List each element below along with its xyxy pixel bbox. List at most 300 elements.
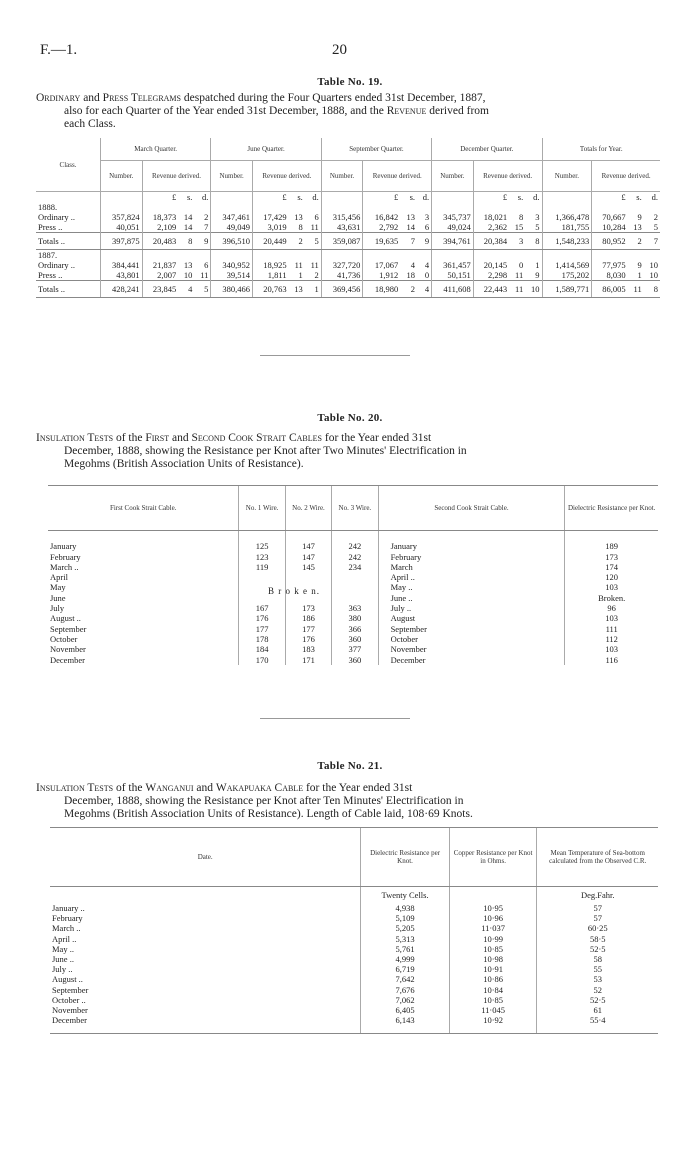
- copper-cell: 10·85: [449, 995, 537, 1005]
- spacer-cell: [449, 1025, 537, 1034]
- data-cell: [592, 250, 628, 261]
- data-cell: 11: [200, 270, 209, 280]
- unit-cell: d.: [422, 192, 430, 202]
- data-cell: 17,429: [252, 212, 288, 222]
- resistance-cell: 120: [565, 572, 658, 582]
- data-cell: [525, 250, 542, 261]
- column-header: Mean Temperature of Sea-bottom calculated from the Observed C.R.: [537, 828, 658, 887]
- data-cell: 20,483: [142, 233, 178, 250]
- data-cell: 0: [518, 260, 524, 270]
- data-cell: 20,763: [252, 281, 288, 298]
- wire-cell: 184: [239, 644, 285, 654]
- class-header: Class.: [36, 138, 101, 192]
- month-cell: June ..: [378, 593, 565, 603]
- number-header: Number.: [101, 161, 143, 192]
- subhead-cell: Twenty Cells.: [361, 887, 449, 904]
- row-label: Ordinary ..: [38, 260, 76, 270]
- column-header: Copper Resistance per Knot in Ohms.: [449, 828, 537, 887]
- data-cell: [101, 250, 143, 261]
- data-cell: 380,466: [211, 281, 253, 298]
- data-cell: 39,514: [211, 270, 253, 281]
- data-cell: 7: [400, 233, 417, 250]
- data-cell: 41,736: [321, 270, 363, 281]
- data-cell: 2,362: [473, 222, 509, 233]
- data-cell: 5: [653, 222, 658, 232]
- wire-cell: [332, 572, 378, 582]
- data-cell: 10: [183, 270, 193, 280]
- wire-cell: 171: [285, 655, 331, 665]
- wire-cell: 125: [239, 541, 285, 551]
- unit-cell: £: [252, 192, 288, 203]
- month-cell: August: [378, 613, 565, 623]
- spacer-cell: [285, 531, 331, 542]
- data-cell: 6: [314, 212, 319, 222]
- temperature-cell: 55: [537, 964, 658, 974]
- copper-cell: 10·84: [449, 985, 537, 995]
- separator: [260, 718, 410, 719]
- wire-cell: 242: [332, 552, 378, 562]
- data-cell: 315,456: [321, 212, 363, 222]
- wire-cell: 178: [239, 634, 285, 644]
- data-cell: 396,510: [211, 233, 253, 250]
- wire-cell: 173: [285, 603, 331, 613]
- data-cell: 11: [515, 270, 524, 280]
- temperature-cell: 61: [537, 1005, 658, 1015]
- column-header: First Cook Strait Cable.: [48, 486, 239, 531]
- wire-cell: 242: [332, 541, 378, 551]
- data-cell: 8: [518, 212, 524, 222]
- data-cell: 8,030: [592, 270, 628, 281]
- wire-cell: 123: [239, 552, 285, 562]
- data-cell: [252, 250, 288, 261]
- data-cell: 2: [400, 281, 417, 298]
- month-cell: August ..: [50, 613, 81, 624]
- row-label: Totals ..: [36, 233, 101, 250]
- data-cell: [592, 202, 628, 212]
- copper-cell: 11·045: [449, 1005, 537, 1015]
- wire-cell: 234: [332, 562, 378, 572]
- revenue-header: Revenue derived.: [473, 161, 542, 192]
- resistance-cell: 112: [565, 634, 658, 644]
- month-cell: March: [378, 562, 565, 572]
- copper-cell: 10·96: [449, 913, 537, 923]
- unit-cell: s.: [297, 192, 303, 202]
- data-cell: 1: [298, 270, 303, 280]
- data-cell: 9: [535, 270, 540, 280]
- column-header: Date.: [50, 828, 361, 887]
- month-cell: February: [52, 913, 83, 924]
- data-cell: 50,151: [432, 270, 474, 281]
- separator: [260, 355, 410, 356]
- month-cell: September: [50, 623, 87, 634]
- month-cell: May: [50, 582, 66, 593]
- wire-cell: 360: [332, 634, 378, 644]
- data-cell: 18,373: [142, 212, 178, 222]
- data-cell: 2: [204, 212, 209, 222]
- table20-caption: Insulation Tests of the First and Second Cook Strait Cables for the Year ended 31st December, 1888, showing the Resistance per Knot after Two Minutes' Electrification in Megohms (British Association Units of Resistance).: [36, 432, 467, 470]
- data-cell: 13: [183, 260, 193, 270]
- data-cell: 347,461: [211, 212, 253, 222]
- quarter-header: December Quarter.: [432, 138, 542, 161]
- data-cell: 40,051: [101, 222, 143, 233]
- number-header: Number.: [211, 161, 253, 192]
- data-cell: 357,824: [101, 212, 143, 222]
- data-cell: 14: [183, 212, 193, 222]
- resistance-cell: 174: [565, 562, 658, 572]
- data-cell: 384,441: [101, 260, 143, 270]
- data-cell: [400, 202, 417, 212]
- resistance-cell: 173: [565, 552, 658, 562]
- column-header: No. 1 Wire.: [239, 486, 285, 531]
- month-cell: January: [378, 541, 565, 551]
- resistance-cell: 103: [565, 613, 658, 623]
- data-cell: 1: [535, 260, 540, 270]
- quarter-header: March Quarter.: [101, 138, 211, 161]
- data-cell: [305, 250, 321, 261]
- data-cell: [194, 250, 210, 261]
- revenue-header: Revenue derived.: [142, 161, 211, 192]
- spacer-cell: [378, 531, 565, 542]
- data-cell: 2: [653, 212, 658, 222]
- unit-cell: s.: [186, 192, 193, 202]
- data-cell: 411,608: [432, 281, 474, 298]
- month-cell: May ..: [378, 582, 565, 592]
- data-cell: 11: [310, 260, 319, 270]
- data-cell: 19,635: [363, 233, 400, 250]
- data-cell: [305, 202, 321, 212]
- wire-cell: 177: [285, 624, 331, 634]
- month-cell: February: [50, 551, 81, 562]
- row-label: Press ..: [38, 270, 63, 280]
- table19: [36, 138, 660, 298]
- data-cell: 22,443: [473, 281, 509, 298]
- table20: [48, 485, 658, 665]
- data-cell: 16,842: [363, 212, 400, 222]
- month-cell: November: [50, 644, 86, 655]
- data-cell: [194, 202, 210, 212]
- data-cell: 11: [628, 281, 644, 298]
- revenue-header: Revenue derived.: [363, 161, 432, 192]
- unit-cell: [211, 192, 253, 203]
- data-cell: [525, 202, 542, 212]
- column-header: Dielectric Resistance per Knot.: [565, 486, 658, 531]
- revenue-header: Revenue derived.: [592, 161, 660, 192]
- resistance-cell: 4,938: [361, 903, 449, 913]
- unit-cell: £: [363, 192, 400, 203]
- wire-cell: [332, 582, 378, 592]
- temperature-cell: 60·25: [537, 923, 658, 933]
- data-cell: 3: [535, 212, 540, 222]
- data-cell: [363, 250, 400, 261]
- temperature-cell: 58·5: [537, 934, 658, 944]
- data-cell: 1,811: [252, 270, 288, 281]
- data-cell: [644, 250, 660, 261]
- data-cell: [289, 202, 305, 212]
- wire-cell: 183: [285, 644, 331, 654]
- data-cell: 77,975: [592, 260, 628, 270]
- spacer-cell: [48, 531, 239, 542]
- unit-cell: s.: [636, 192, 642, 202]
- data-cell: 23,845: [142, 281, 178, 298]
- unit-cell: £: [592, 192, 628, 203]
- temperature-cell: 57: [537, 903, 658, 913]
- data-cell: 181,755: [542, 222, 592, 233]
- temperature-cell: 53: [537, 974, 658, 984]
- data-cell: [473, 250, 509, 261]
- unit-cell: [432, 192, 474, 203]
- data-cell: 70,667: [592, 212, 628, 222]
- wire-cell: 176: [285, 634, 331, 644]
- data-cell: 3,019: [252, 222, 288, 233]
- copper-cell: 10·95: [449, 903, 537, 913]
- resistance-cell: 6,719: [361, 964, 449, 974]
- data-cell: 20,145: [473, 260, 509, 270]
- data-cell: 7: [204, 222, 209, 232]
- resistance-cell: 103: [565, 644, 658, 654]
- data-cell: 13: [633, 222, 642, 232]
- quarter-header: Totals for Year.: [542, 138, 660, 161]
- unit-cell: [542, 192, 592, 203]
- wire-cell: 147: [285, 541, 331, 551]
- unit-cell: d.: [312, 192, 319, 202]
- month-cell: December: [52, 1015, 87, 1026]
- data-cell: [417, 250, 432, 261]
- data-cell: 1,589,771: [542, 281, 592, 298]
- resistance-cell: 96: [565, 603, 658, 613]
- data-cell: 8: [644, 281, 660, 298]
- temperature-cell: 52·5: [537, 995, 658, 1005]
- data-cell: 428,241: [101, 281, 143, 298]
- spacer-cell: [36, 192, 101, 203]
- data-cell: 5: [194, 281, 210, 298]
- wire-cell: 377: [332, 644, 378, 654]
- resistance-cell: 4,999: [361, 954, 449, 964]
- resistance-cell: 6,405: [361, 1005, 449, 1015]
- month-cell: February: [378, 552, 565, 562]
- row-label: Press ..: [38, 222, 63, 232]
- data-cell: 13: [294, 212, 303, 222]
- month-cell: September: [378, 624, 565, 634]
- data-cell: 10: [525, 281, 542, 298]
- data-cell: 175,202: [542, 270, 592, 281]
- month-cell: August ..: [52, 974, 83, 985]
- spacer-cell: [50, 887, 361, 904]
- data-cell: 18,980: [363, 281, 400, 298]
- data-cell: 4: [424, 260, 430, 270]
- temperature-cell: 55·4: [537, 1015, 658, 1025]
- wire-cell: [285, 572, 331, 582]
- data-cell: 4: [410, 260, 416, 270]
- column-header: Dielectric Resistance per Knot.: [361, 828, 449, 887]
- data-cell: 17,067: [363, 260, 400, 270]
- data-cell: [628, 202, 644, 212]
- spacer-cell: [50, 1025, 361, 1034]
- quarter-header: June Quarter.: [211, 138, 321, 161]
- wire-cell: 170: [239, 655, 285, 665]
- table21-caption: Insulation Tests of the Wanganui and Wakapuaka Cable for the Year ended 31st December, 1888, showing the Resistance per Knot after Ten Minutes' Electrification in Megohms (British Association Units of Resistance). Length of Cable laid, 108·69 Knots.: [36, 782, 473, 820]
- copper-cell: 10·85: [449, 944, 537, 954]
- spacer-cell: [565, 531, 658, 542]
- data-cell: 8: [525, 233, 542, 250]
- data-cell: 11: [509, 281, 525, 298]
- data-cell: [211, 250, 253, 261]
- data-cell: 2,298: [473, 270, 509, 281]
- data-cell: [400, 250, 417, 261]
- wire-cell: 360: [332, 655, 378, 665]
- data-cell: 369,456: [321, 281, 363, 298]
- data-cell: 21,837: [142, 260, 178, 270]
- data-cell: 1,414,569: [542, 260, 592, 270]
- unit-cell: s.: [409, 192, 416, 202]
- data-cell: 0: [424, 270, 430, 280]
- month-cell: March ..: [50, 561, 79, 572]
- data-cell: 11: [294, 260, 303, 270]
- month-cell: June ..: [52, 954, 74, 965]
- data-cell: 6: [424, 222, 430, 232]
- data-cell: 1: [637, 270, 642, 280]
- unit-cell: d.: [202, 192, 209, 202]
- resistance-cell: 6,143: [361, 1015, 449, 1025]
- wire-cell: 176: [239, 613, 285, 623]
- data-cell: [178, 202, 194, 212]
- data-cell: 359,087: [321, 233, 363, 250]
- month-cell: June: [50, 592, 66, 603]
- copper-cell: 10·86: [449, 974, 537, 984]
- month-cell: January ..: [52, 903, 85, 913]
- month-cell: July: [50, 603, 65, 614]
- month-cell: July ..: [378, 603, 565, 613]
- data-cell: 49,049: [211, 222, 253, 233]
- month-cell: January: [50, 541, 77, 552]
- resistance-cell: 5,313: [361, 934, 449, 944]
- copper-cell: 11·037: [449, 923, 537, 933]
- data-cell: 18: [406, 270, 416, 280]
- data-cell: [509, 202, 525, 212]
- data-cell: 2: [628, 233, 644, 250]
- data-cell: 13: [289, 281, 305, 298]
- table20-title: Table No. 20.: [317, 412, 383, 424]
- data-cell: 2: [289, 233, 305, 250]
- data-cell: [542, 250, 592, 261]
- row-label: 1888.: [38, 202, 58, 212]
- temperature-cell: 57: [537, 913, 658, 923]
- data-cell: 11: [310, 222, 319, 232]
- data-cell: 5: [535, 222, 540, 232]
- data-cell: [321, 250, 363, 261]
- data-cell: 2,007: [142, 270, 178, 281]
- wire-cell: 363: [332, 603, 378, 613]
- table19-caption: Ordinary and Press Telegrams despatched during the Four Quarters ended 31st December, 1887, also for each Quarter of the Year ended 31st December, 1888, and the Revenue derived from each Class.: [36, 92, 489, 130]
- data-cell: 20,384: [473, 233, 509, 250]
- temperature-cell: 58: [537, 954, 658, 964]
- unit-cell: [321, 192, 363, 203]
- data-cell: [321, 202, 363, 212]
- unit-cell: £: [473, 192, 509, 203]
- data-cell: 18,021: [473, 212, 509, 222]
- data-cell: 20,449: [252, 233, 288, 250]
- resistance-cell: 116: [565, 655, 658, 665]
- unit-cell: d.: [651, 192, 658, 202]
- copper-cell: 10·99: [449, 934, 537, 944]
- spacer-cell: [332, 531, 378, 542]
- copper-cell: 10·91: [449, 964, 537, 974]
- revenue-header: Revenue derived.: [252, 161, 321, 192]
- table21: [50, 827, 658, 1034]
- month-cell: December: [378, 655, 565, 665]
- column-header: No. 3 Wire.: [332, 486, 378, 531]
- month-cell: October: [50, 633, 78, 644]
- wire-cell: 366: [332, 624, 378, 634]
- month-cell: November: [52, 1005, 88, 1016]
- wire-cell: 177: [239, 624, 285, 634]
- resistance-cell: 103: [565, 582, 658, 592]
- quarter-header: September Quarter.: [321, 138, 431, 161]
- data-cell: [211, 202, 253, 212]
- resistance-cell: 5,205: [361, 923, 449, 933]
- data-cell: 18,925: [252, 260, 288, 270]
- data-cell: 43,801: [101, 270, 143, 281]
- month-cell: April ..: [378, 572, 565, 582]
- row-label: Ordinary ..: [38, 212, 76, 222]
- data-cell: 340,952: [211, 260, 253, 270]
- data-cell: [432, 202, 474, 212]
- month-cell: December: [50, 654, 85, 665]
- resistance-cell: 7,062: [361, 995, 449, 1005]
- data-cell: 10,284: [592, 222, 628, 233]
- data-cell: 9: [194, 233, 210, 250]
- data-cell: [178, 250, 194, 261]
- data-cell: 6: [204, 260, 209, 270]
- copper-cell: 10·98: [449, 954, 537, 964]
- data-cell: [101, 202, 143, 212]
- month-cell: October ..: [52, 994, 86, 1005]
- data-cell: [142, 202, 178, 212]
- data-cell: [289, 250, 305, 261]
- data-cell: 3: [509, 233, 525, 250]
- data-cell: 9: [417, 233, 432, 250]
- wire-cell: [239, 572, 285, 582]
- data-cell: 1,912: [363, 270, 400, 281]
- temperature-cell: 52: [537, 985, 658, 995]
- data-cell: 14: [406, 222, 416, 232]
- wire-cell: 119: [239, 562, 285, 572]
- unit-cell: s.: [517, 192, 524, 202]
- data-cell: [509, 250, 525, 261]
- data-cell: 397,875: [101, 233, 143, 250]
- copper-cell: 10·92: [449, 1015, 537, 1025]
- data-cell: 4: [417, 281, 432, 298]
- spacer-cell: [361, 1025, 449, 1034]
- table21-title: Table No. 21.: [317, 760, 383, 772]
- data-cell: 8: [178, 233, 194, 250]
- data-cell: 80,952: [592, 233, 628, 250]
- data-cell: 49,024: [432, 222, 474, 233]
- data-cell: 345,737: [432, 212, 474, 222]
- row-label: 1887.: [38, 250, 58, 260]
- data-cell: 1,366,478: [542, 212, 592, 222]
- row-label: Totals ..: [36, 281, 101, 298]
- wire-cell: [332, 593, 378, 603]
- month-cell: April: [50, 572, 68, 583]
- data-cell: 5: [305, 233, 321, 250]
- data-cell: [542, 202, 592, 212]
- column-header: No. 2 Wire.: [285, 486, 331, 531]
- month-cell: April ..: [52, 933, 77, 944]
- data-cell: 86,005: [592, 281, 628, 298]
- spacer-cell: [537, 1025, 658, 1034]
- data-cell: 1: [305, 281, 321, 298]
- resistance-cell: 111: [565, 624, 658, 634]
